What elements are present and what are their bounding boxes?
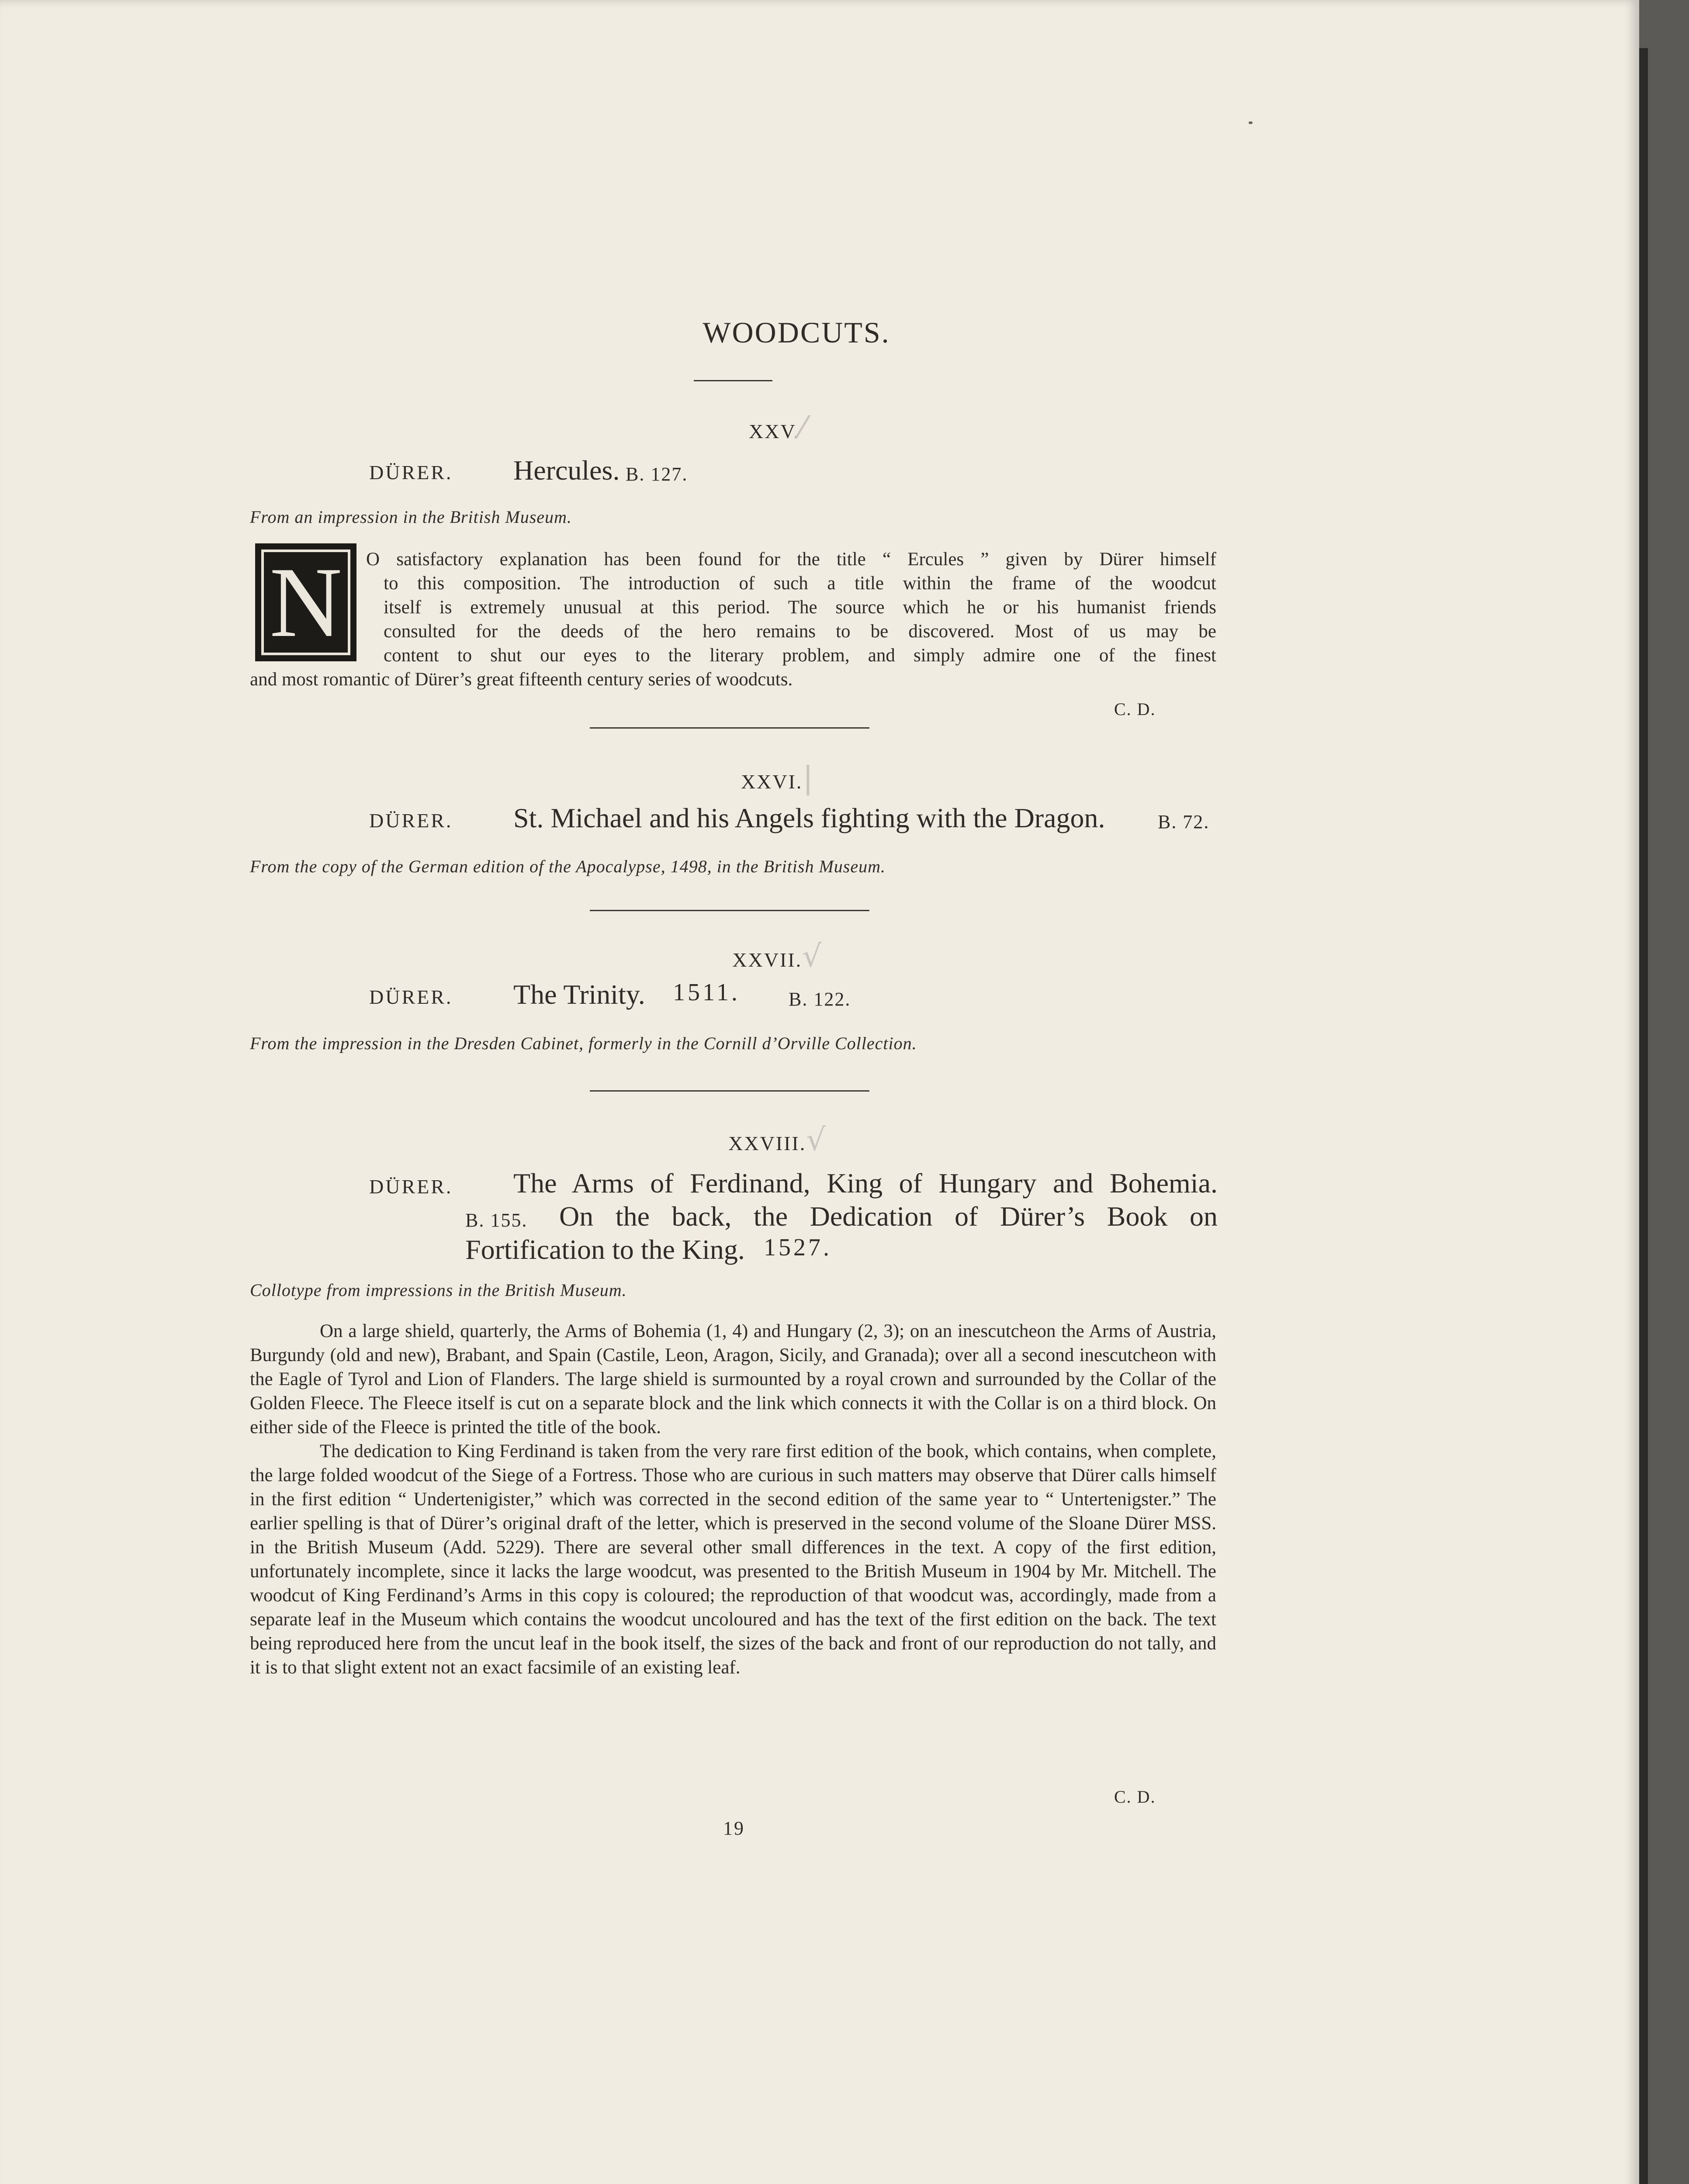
artwork-title: Hercules. <box>513 455 620 486</box>
body-text <box>250 1319 1216 1679</box>
divider-rule <box>590 727 869 729</box>
text-line: content to shut our eyes to the literary problem, and simply admire one of the finest <box>384 645 1216 666</box>
artist-name: DÜRER. <box>369 1175 453 1198</box>
text-line: itself is extremely unusual at this period. The source which he or his humanist friends <box>384 597 1216 618</box>
divider-rule <box>590 910 869 911</box>
artist-name: DÜRER. <box>369 461 453 484</box>
source-note: From the impression in the Dresden Cabinet, formerly in the Cornill d’Orville Collection. <box>250 1033 917 1053</box>
ornamental-initial: N <box>255 543 356 661</box>
bartsch-reference: B. 127. <box>626 463 688 485</box>
entry-number: XXV.⁄ <box>749 410 806 446</box>
signature: C. D. <box>1114 699 1156 719</box>
text-line: O satisfactory explanation has been found for the title “ Ercules ” given by Dürer himself <box>366 549 1216 570</box>
artwork-subtitle: On the back, the Dedication of Dürer’s Book on <box>559 1201 1218 1232</box>
divider-rule <box>694 380 772 381</box>
text-line: to this composition. The introduction of such a title within the frame of the woodcut <box>384 573 1216 594</box>
artwork-title: The Trinity. <box>513 979 645 1010</box>
text-line: and most romantic of Dürer’s great fifteenth century series of woodcuts. <box>250 669 793 690</box>
source-note: From an impression in the British Museum. <box>250 507 572 527</box>
section-title: WOODCUTS. <box>703 316 890 349</box>
page-edge-shadow <box>1639 48 1648 2184</box>
artist-name: DÜRER. <box>369 809 453 832</box>
source-note: Collotype from impressions in the British Museum. <box>250 1280 627 1300</box>
artwork-subtitle: Fortification to the King. <box>465 1234 745 1265</box>
pencil-check-mark: | <box>803 760 815 796</box>
artist-name: DÜRER. <box>369 986 453 1008</box>
source-note: From the copy of the German edition of the Apocalypse, 1498, in the British Museum. <box>250 857 886 876</box>
artwork-title: The Arms of Ferdinand, King of Hungary and Bohemia. <box>513 1168 1218 1199</box>
artwork-year: 1511. <box>673 979 740 1006</box>
paragraph: On a large shield, quarterly, the Arms of Bohemia (1, 4) and Hungary (2, 3); on an inescutcheon the Arms of Austria, Burgundy (old and new), Brabant, and Spain (Castile, Leon, Aragon, Sicily, and Granada); over all a second inescutcheon with the Eagle of Tyrol and Lion of Flanders. The large shield is surmounted by a royal crown and surrounded by the Collar of the Golden Fleece. The Fleece itself is cut on a separate block and the link which connects it with the Collar is on a third block. On either side of the Fleece is printed the title of the book. <box>250 1321 1216 1438</box>
pencil-check-mark: √ <box>802 938 823 974</box>
entry-number: XXVI.| <box>741 760 815 796</box>
entry-number: XXVIII.√ <box>728 1122 827 1158</box>
entry-number: XXVII.√ <box>732 938 823 974</box>
text-line: consulted for the deeds of the hero remains to be discovered. Most of us may be <box>384 621 1216 642</box>
bartsch-reference: B. 155. <box>465 1209 528 1231</box>
bartsch-reference: B. 72. <box>1158 811 1210 833</box>
page-number: 19 <box>723 1818 745 1839</box>
bartsch-reference: B. 122. <box>789 988 851 1010</box>
pencil-check-mark: √ <box>806 1122 827 1158</box>
scan-mark <box>1249 121 1253 124</box>
artwork-year: 1527. <box>764 1234 832 1261</box>
divider-rule <box>590 1090 869 1092</box>
pencil-check-mark: ⁄ <box>800 410 806 446</box>
signature: C. D. <box>1114 1787 1156 1807</box>
artwork-title: St. Michael and his Angels fighting with the Dragon. <box>513 802 1105 833</box>
paragraph: The dedication to King Ferdinand is taken from the very rare first edition of the book, which contains, when complete, the large folded woodcut of the Siege of a Fortress. Those who are curious in such matters may observe that Dürer calls himself in the first edition “ Undertenigister,” which was corrected in the second edition of the same year to “ Untertenigster.” The earlier spelling is that of Dürer’s original draft of the letter, which is preserved in the second volume of the Sloane Dürer MSS. in the British Museum (Add. 5229). There are several other small differences in the text. A copy of the first edition, unfortunately incomplete, since it lacks the large woodcut, was presented to the British Museum in 1904 by Mr. Mitchell. The woodcut of King Ferdinand’s Arms in this copy is coloured; the reproduction of that woodcut was, accordingly, made from a separate leaf in the Museum which contains the woodcut uncoloured and has the text of the first edition on the back. The text being reproduced here from the uncut leaf in the book itself, the sizes of the back and front of our reproduction do not tally, and it is to that slight extent not an exact facsimile of an existing leaf. <box>250 1441 1216 1678</box>
